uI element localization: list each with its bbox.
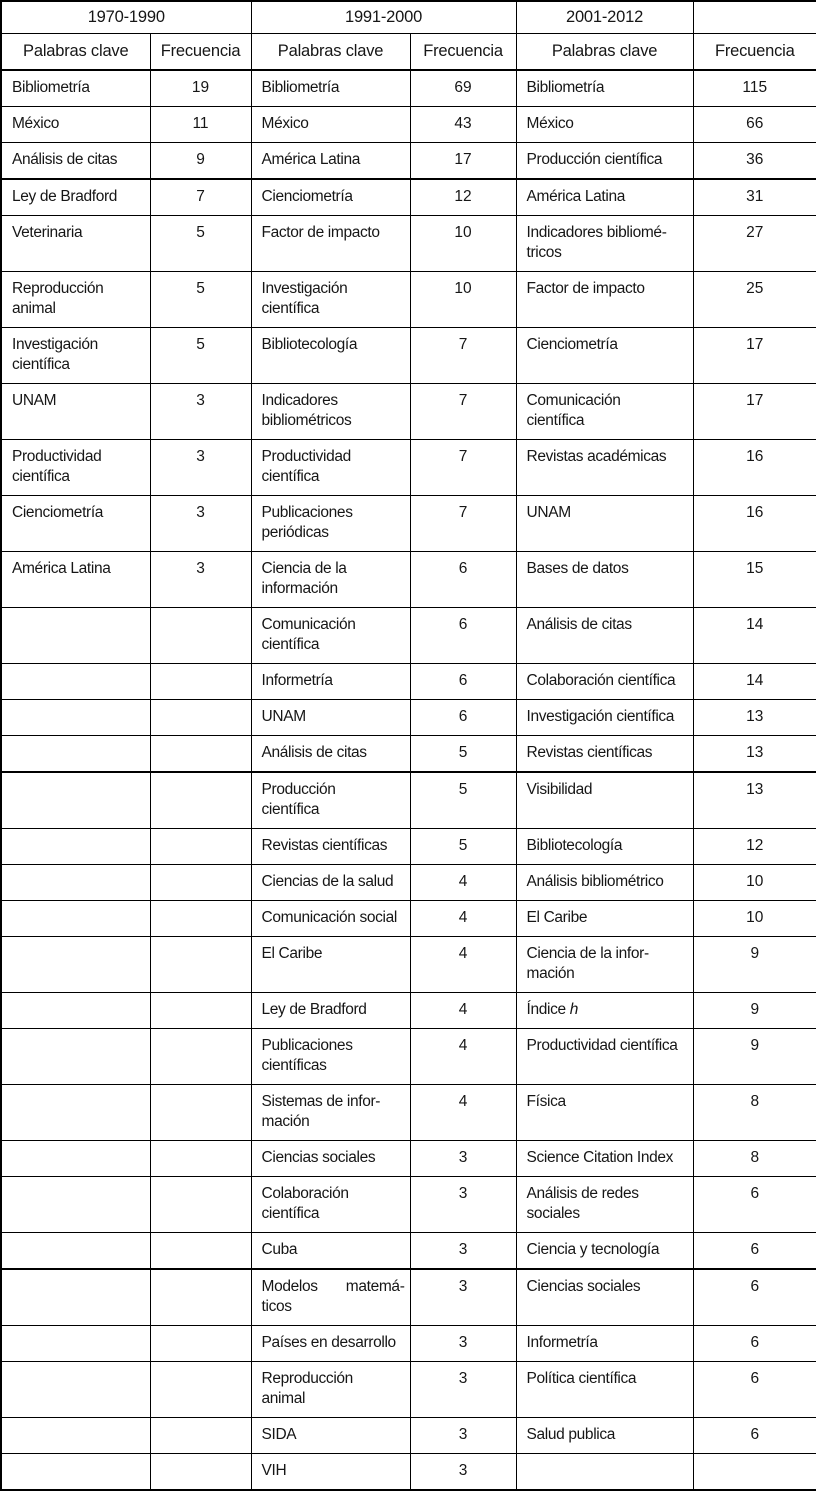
keyword-cell: América Latina: [1, 552, 150, 608]
col-header-keywords-1: Palabras clave: [1, 34, 150, 71]
keyword-cell: Visibilidad: [516, 772, 693, 829]
table-row: [1, 496, 816, 552]
keyword-cell: Ley de Bradford: [1, 179, 150, 216]
keyword-cell: [1, 700, 150, 736]
frequency-cell: 7: [410, 496, 516, 552]
frequency-cell: 6: [693, 1418, 816, 1454]
keyword-cell: [1, 736, 150, 773]
keyword-cell: Países en desarrollo: [251, 1326, 410, 1362]
frequency-cell: [150, 1326, 251, 1362]
frequency-cell: [150, 1085, 251, 1141]
frequency-cell: 31: [693, 179, 816, 216]
col-header-frequency-1: Frecuencia: [150, 34, 251, 71]
col-header-keywords-3: Palabras clave: [516, 34, 693, 71]
keyword-cell: [1, 1269, 150, 1326]
keyword-cell: Bases de datos: [516, 552, 693, 608]
keyword-cell: Factor de impacto: [251, 216, 410, 272]
frequency-cell: [150, 993, 251, 1029]
frequency-cell: 14: [693, 608, 816, 664]
table-row: [1, 216, 816, 272]
keyword-cell: Reproducción animal: [1, 272, 150, 328]
table-row: [1, 179, 816, 216]
keyword-cell: Bibliometría: [1, 70, 150, 107]
table-row: [1, 865, 816, 901]
period-header-empty-cell: [693, 1, 816, 34]
frequency-cell: 11: [150, 107, 251, 143]
table-body: [1, 70, 816, 1490]
frequency-cell: 7: [410, 440, 516, 496]
keyword-cell: Investigación científica: [1, 328, 150, 384]
frequency-cell: 25: [693, 272, 816, 328]
frequency-cell: 3: [410, 1141, 516, 1177]
frequency-cell: [150, 772, 251, 829]
keyword-cell: América Latina: [516, 179, 693, 216]
keyword-cell: UNAM: [516, 496, 693, 552]
frequency-cell: 6: [693, 1326, 816, 1362]
table-row: [1, 1029, 816, 1085]
frequency-cell: 17: [693, 328, 816, 384]
keyword-cell: SIDA: [251, 1418, 410, 1454]
table-row: [1, 107, 816, 143]
frequency-cell: 13: [693, 700, 816, 736]
frequency-cell: 6: [410, 552, 516, 608]
frequency-cell: 3: [150, 552, 251, 608]
frequency-cell: 5: [410, 772, 516, 829]
keyword-cell: Productividad científica: [516, 1029, 693, 1085]
frequency-cell: 27: [693, 216, 816, 272]
table-row: [1, 143, 816, 180]
frequency-cell: [150, 736, 251, 773]
keyword-cell: [1, 1233, 150, 1270]
frequency-cell: [150, 1269, 251, 1326]
frequency-cell: 66: [693, 107, 816, 143]
keyword-cell: Informetría: [516, 1326, 693, 1362]
frequency-cell: 36: [693, 143, 816, 180]
keyword-cell: UNAM: [1, 384, 150, 440]
frequency-cell: 8: [693, 1141, 816, 1177]
frequency-cell: 14: [693, 664, 816, 700]
keyword-cell: Reproducción animal: [251, 1362, 410, 1418]
keyword-cell: Bibliometría: [516, 70, 693, 107]
keyword-cell: [1, 937, 150, 993]
table-row: [1, 1085, 816, 1141]
frequency-cell: 12: [693, 829, 816, 865]
frequency-cell: 3: [150, 440, 251, 496]
keyword-cell: Cienciometría: [251, 179, 410, 216]
frequency-cell: 3: [150, 384, 251, 440]
frequency-cell: 9: [693, 1029, 816, 1085]
frequency-cell: [150, 1362, 251, 1418]
keyword-cell: Índice h: [516, 993, 693, 1029]
keyword-cell: Bibliometría: [251, 70, 410, 107]
keyword-cell: Bibliotecología: [251, 328, 410, 384]
keyword-cell: Análisis de redes sociales: [516, 1177, 693, 1233]
keyword-cell: [1, 1362, 150, 1418]
frequency-cell: 9: [150, 143, 251, 180]
keyword-cell: Ciencias sociales: [251, 1141, 410, 1177]
period-header-row: [1, 1, 816, 34]
keyword-cell: Bibliotecología: [516, 829, 693, 865]
keyword-cell: [1, 829, 150, 865]
table-row: [1, 700, 816, 736]
frequency-cell: 3: [410, 1233, 516, 1270]
keyword-cell: Indicadores bibliométricos: [251, 384, 410, 440]
keyword-cell: Investigación científica: [516, 700, 693, 736]
frequency-cell: 15: [693, 552, 816, 608]
keyword-cell: Productividad científica: [1, 440, 150, 496]
frequency-cell: 6: [693, 1269, 816, 1326]
frequency-cell: 9: [693, 993, 816, 1029]
frequency-cell: 6: [693, 1233, 816, 1270]
table-row: [1, 1418, 816, 1454]
period-2001-2012: 2001-2012: [516, 1, 693, 34]
keyword-cell: Indicadores bibliomé- tricos: [516, 216, 693, 272]
col-header-keywords-2: Palabras clave: [251, 34, 410, 71]
keyword-cell: Producción científica: [251, 772, 410, 829]
frequency-cell: 5: [410, 736, 516, 773]
keyword-cell: [1, 772, 150, 829]
frequency-cell: 3: [410, 1269, 516, 1326]
keyword-cell: El Caribe: [251, 937, 410, 993]
keyword-cell: Comunicación científica: [251, 608, 410, 664]
table-row: [1, 993, 816, 1029]
frequency-cell: 16: [693, 440, 816, 496]
frequency-cell: 3: [410, 1326, 516, 1362]
keyword-cell: Publicaciones científicas: [251, 1029, 410, 1085]
frequency-cell: 6: [693, 1177, 816, 1233]
frequency-cell: 7: [410, 328, 516, 384]
frequency-cell: 4: [410, 993, 516, 1029]
table-row: [1, 736, 816, 773]
table-row: [1, 664, 816, 700]
frequency-cell: 12: [410, 179, 516, 216]
frequency-cell: 43: [410, 107, 516, 143]
table-row: [1, 1177, 816, 1233]
keyword-cell: Ciencia de la información: [251, 552, 410, 608]
frequency-cell: 4: [410, 865, 516, 901]
frequency-cell: [150, 664, 251, 700]
frequency-cell: 3: [410, 1418, 516, 1454]
frequency-cell: [150, 1454, 251, 1491]
table-row: [1, 901, 816, 937]
keyword-cell: Análisis de citas: [251, 736, 410, 773]
keyword-cell: México: [1, 107, 150, 143]
table-row: [1, 328, 816, 384]
frequency-cell: 6: [410, 700, 516, 736]
frequency-cell: 4: [410, 1085, 516, 1141]
keyword-cell: [1, 1177, 150, 1233]
frequency-cell: [150, 700, 251, 736]
keyword-cell: [1, 901, 150, 937]
frequency-cell: 7: [150, 179, 251, 216]
keyword-cell: [1, 1141, 150, 1177]
frequency-cell: 10: [410, 216, 516, 272]
keyword-cell: Colaboración científica: [251, 1177, 410, 1233]
keyword-cell: América Latina: [251, 143, 410, 180]
table-row: [1, 1326, 816, 1362]
frequency-cell: 5: [150, 272, 251, 328]
frequency-cell: [150, 901, 251, 937]
keyword-cell: Ciencia de la infor- mación: [516, 937, 693, 993]
keyword-cell: Ciencia y tecnología: [516, 1233, 693, 1270]
keyword-cell: Sistemas de infor- mación: [251, 1085, 410, 1141]
keyword-cell: [1, 1326, 150, 1362]
table-row: [1, 384, 816, 440]
keyword-cell: Análisis de citas: [1, 143, 150, 180]
frequency-cell: [150, 1141, 251, 1177]
keyword-cell: [1, 1085, 150, 1141]
keyword-cell: Física: [516, 1085, 693, 1141]
col-header-frequency-3: Frecuencia: [693, 34, 816, 71]
keyword-cell: Análisis bibliométrico: [516, 865, 693, 901]
frequency-cell: 6: [410, 664, 516, 700]
table-row: [1, 272, 816, 328]
frequency-cell: [150, 865, 251, 901]
table-row: [1, 440, 816, 496]
keyword-cell: [1, 1029, 150, 1085]
frequency-cell: [150, 608, 251, 664]
keyword-cell: Producción científica: [516, 143, 693, 180]
frequency-cell: 3: [410, 1454, 516, 1491]
frequency-cell: [150, 829, 251, 865]
keyword-cell: México: [251, 107, 410, 143]
frequency-cell: 6: [410, 608, 516, 664]
frequency-cell: 17: [410, 143, 516, 180]
keyword-cell: Revistas científicas: [516, 736, 693, 773]
keyword-cell: Veterinaria: [1, 216, 150, 272]
frequency-cell: 5: [150, 216, 251, 272]
frequency-cell: 9: [693, 937, 816, 993]
keyword-cell: Comunicación social: [251, 901, 410, 937]
frequency-cell: 3: [150, 496, 251, 552]
frequency-cell: [693, 1454, 816, 1491]
frequency-cell: 16: [693, 496, 816, 552]
frequency-cell: 5: [410, 829, 516, 865]
keyword-cell: [1, 664, 150, 700]
table-row: [1, 829, 816, 865]
keyword-cell: Revistas académicas: [516, 440, 693, 496]
keyword-cell: Cienciometría: [1, 496, 150, 552]
period-1970-1990: 1970-1990: [1, 1, 251, 34]
keyword-cell: Colaboración científica: [516, 664, 693, 700]
table-row: [1, 552, 816, 608]
table-row: [1, 1233, 816, 1270]
keyword-cell: Productividad científica: [251, 440, 410, 496]
frequency-cell: 13: [693, 772, 816, 829]
keyword-cell: [1, 993, 150, 1029]
keyword-cell: VIH: [251, 1454, 410, 1491]
keyword-cell: Salud publica: [516, 1418, 693, 1454]
table-row: [1, 608, 816, 664]
keyword-cell: Política científica: [516, 1362, 693, 1418]
frequency-cell: [150, 937, 251, 993]
keyword-cell: Revistas científicas: [251, 829, 410, 865]
keyword-cell: Comunicación científica: [516, 384, 693, 440]
keyword-cell: Science Citation Index: [516, 1141, 693, 1177]
frequency-cell: [150, 1029, 251, 1085]
keyword-cell: Análisis de citas: [516, 608, 693, 664]
keyword-cell: [516, 1454, 693, 1491]
table-row: [1, 1362, 816, 1418]
frequency-cell: [150, 1418, 251, 1454]
keyword-cell: UNAM: [251, 700, 410, 736]
keyword-cell: Informetría: [251, 664, 410, 700]
keyword-cell: [1, 865, 150, 901]
frequency-cell: [150, 1177, 251, 1233]
table-row: [1, 772, 816, 829]
table-row: [1, 70, 816, 107]
frequency-cell: 8: [693, 1085, 816, 1141]
frequency-cell: 10: [693, 865, 816, 901]
frequency-cell: 13: [693, 736, 816, 773]
col-header-frequency-2: Frecuencia: [410, 34, 516, 71]
frequency-cell: [150, 1233, 251, 1270]
keyword-cell: Cienciometría: [516, 328, 693, 384]
frequency-cell: 6: [693, 1362, 816, 1418]
keyword-cell: Ciencias sociales: [516, 1269, 693, 1326]
frequency-cell: 10: [410, 272, 516, 328]
keyword-cell: Publicaciones periódicas: [251, 496, 410, 552]
frequency-cell: 4: [410, 901, 516, 937]
frequency-cell: 69: [410, 70, 516, 107]
keyword-cell: Modelos matemá- ticos: [251, 1269, 410, 1326]
keyword-cell: [1, 608, 150, 664]
table-row: [1, 1454, 816, 1491]
period-1991-2000: 1991-2000: [251, 1, 516, 34]
table-row: [1, 1269, 816, 1326]
frequency-cell: 7: [410, 384, 516, 440]
frequency-cell: 19: [150, 70, 251, 107]
keyword-cell: [1, 1418, 150, 1454]
keyword-cell: Investigación científica: [251, 272, 410, 328]
frequency-cell: 3: [410, 1177, 516, 1233]
frequency-cell: 4: [410, 1029, 516, 1085]
frequency-cell: 17: [693, 384, 816, 440]
keyword-cell: México: [516, 107, 693, 143]
frequency-cell: 5: [150, 328, 251, 384]
frequency-cell: 115: [693, 70, 816, 107]
column-header-row: [1, 34, 816, 71]
frequency-cell: 4: [410, 937, 516, 993]
keyword-cell: Ciencias de la salud: [251, 865, 410, 901]
frequency-cell: 3: [410, 1362, 516, 1418]
frequency-cell: 10: [693, 901, 816, 937]
table-row: [1, 1141, 816, 1177]
keyword-cell: Factor de impacto: [516, 272, 693, 328]
keyword-cell: [1, 1454, 150, 1491]
keyword-cell: Ley de Bradford: [251, 993, 410, 1029]
keyword-cell: Cuba: [251, 1233, 410, 1270]
table-row: [1, 937, 816, 993]
keyword-cell: El Caribe: [516, 901, 693, 937]
